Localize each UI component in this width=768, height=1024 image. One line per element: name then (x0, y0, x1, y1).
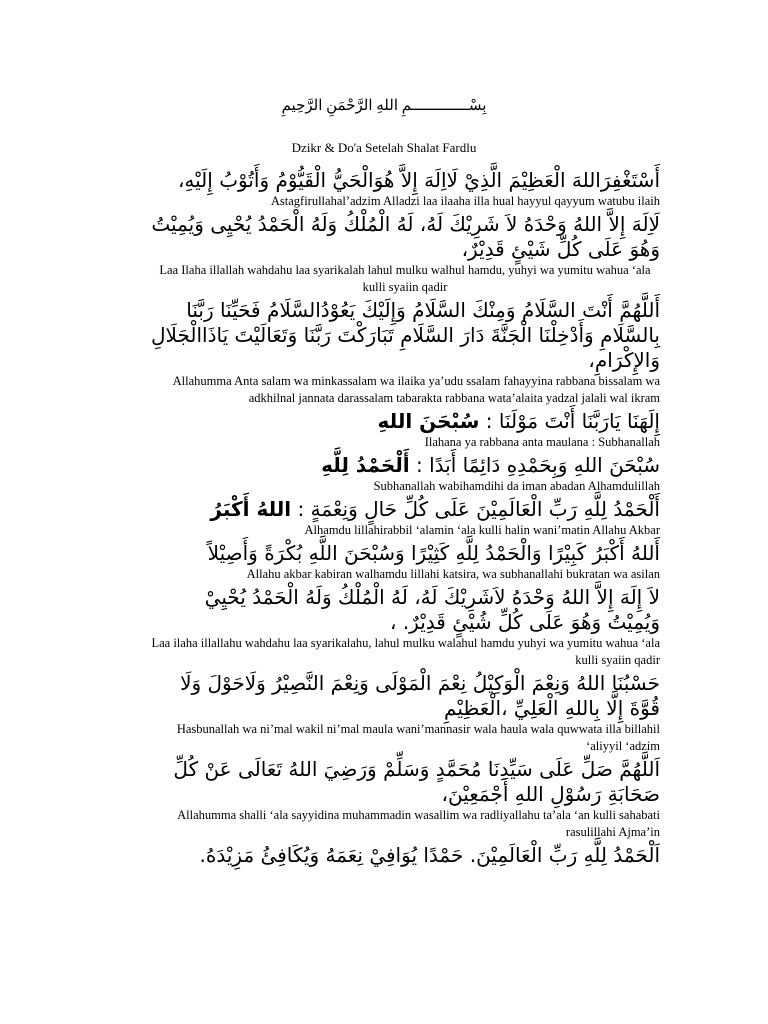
arabic-text-part: أَلْحَمْدُ لِلَّهِ رَبِّ الْعَالَمِيْنَ عَلَى كُلِّ حَالٍ وَنِعْمَةٍ : (291, 497, 660, 521)
arabic-text-bold: سُبْحَنَ اللهِ (377, 409, 480, 433)
dzikr-content (150, 168, 660, 868)
arabic-text (150, 409, 660, 434)
dzikr-block (150, 497, 660, 539)
arabic-text (150, 497, 660, 522)
dzikr-block (150, 843, 660, 868)
arabic-text: أَسْتَغْفِرَاللهَ الْعَظِيْمَ الَّذِيْ لَااِلَهَ إِلاَّ هُوَالْحَيُّ الْقَيُّوْمُ وَأَتُوْبُ إِلَيْهِ، (177, 168, 660, 192)
latin-transliteration: Allahu akbar kabiran walhamdu lillahi katsira, wa subhanallahi bukratan wa asilan (246, 567, 660, 581)
dzikr-block (150, 409, 660, 451)
page-title: Dzikr & Do'a Setelah Shalat Fardlu (291, 140, 477, 155)
latin-transliteration: Hasbunallah wa ni’mal wakil ni’mal maula wani’mannasir wala haula wala quwwata illa billahil ‘aliyyil ‘adzim (176, 722, 660, 753)
dzikr-block (150, 541, 660, 583)
dzikr-block (150, 168, 660, 210)
arabic-text-part: إِلَهَنَا يَارَبَّنَا أَنْتَ مَوْلَنَا : (479, 409, 660, 433)
arabic-text-bold: أَلْحَمْدُ لِلَّهِ (321, 453, 410, 477)
arabic-text-part: سُبْحَنَ اللهِ وَبِحَمْدِهِ دَائِمًا أَبَدًا : (409, 453, 660, 477)
latin-transliteration: Astagfirullahal’adzim Alladzi laa ilaaha illa hual hayyul qayyum watubu ilaih (270, 194, 660, 208)
arabic-text: اَلْحَمْدُ لِلَّهِ رَبِّ الْعَالَمِيْنَ. حَمْدًا يُوَافِيْ نِعَمَهُ وَيُكَافِئُ مَزِيْدَهُ. (199, 843, 660, 867)
bismillah-heading: بِسْـــــــــــــمِ اللهِ الرَّحْمَنِ الرَّحِيمِ (281, 98, 487, 114)
dzikr-block (150, 212, 660, 296)
latin-transliteration: Alhamdu lillahirabbil ‘alamin ‘ala kulli halin wani’matin Allahu Akbar (304, 523, 660, 537)
latin-transliteration: Allahumma Anta salam wa minkassalam wa ilaika ya’udu ssalam fahayyina rabbana bissalam wa adkhilnal jannata darassalam tabarakta rabbana wata’alaita yadzal jalali wal ikram (172, 374, 660, 405)
arabic-text-bold: اللهُ أَكْبَرُ (210, 497, 292, 521)
arabic-text: أَللهُ أَكْبَرُ كَبِيْرًا وَالْحَمْدُ لِلَّهِ كَثِيْرًا وَسُبْحَنَ اللَّهِ بُكْرَةً وَأَصِيْلاً (207, 541, 660, 565)
arabic-text: لَاِلَهَ إِلاَّ اللهُ وَحْدَهُ لاَ شَرِيْكَ لَهُ، لَهُ الْمُلْكُ وَلَهُ الْحَمْدُ يُحْيِى وَيُمِيْتُ وَهُوَ عَلَى كُلِّ شَيْئٍ قَدِيْرٌ، (151, 212, 660, 261)
latin-transliteration: Subhanallah wabihamdihi da iman abadan Alhamdulillah (373, 479, 660, 493)
arabic-text: لاَ إِلَهَ إِلاَّ اللهُ وَحْدَهُ لاَشَرِيْكَ لَهُ، لَهُ الْمُلْكُ وَلَهُ الْحَمْدُ يُحْيِيْ وَيُمِيْتُ وَهُوَ عَلَى كُلِّ شُيْئٍ قَدِيْرٌ. ، (204, 585, 660, 634)
arabic-text: اَللَّهُمَّ صَلِّ عَلَى سَيِّدِنَا مُحَمَّدٍ وَسَلِّمْ وَرَضِيَ اللهُ تَعَالَى عَنْ كُلِّ صَحَابَةِ رَسُوْلِ اللهِ أَجْمَعِيْنَ، (173, 757, 660, 806)
arabic-text (150, 453, 660, 478)
dzikr-block (150, 757, 660, 841)
latin-transliteration: Laa ilaha illallahu wahdahu laa syarikalahu, lahul mulku walahul hamdu yuhyi wa yumitu wahua ‘ala kulli syaiin qadir (151, 636, 660, 667)
dzikr-block (150, 585, 660, 669)
arabic-text: حَسْبُنَا اللهُ وَنِعْمَ الْوَكِيْلُ نِعْمَ الْمَوْلَى وَنِعْمَ النَّصِيْرُ وَلَاحَوْلَ وَلَا قُوَّةَ إِلَّا بِاللهِ الْعَلِيِّ ،الْعَظِيْمِ (180, 671, 660, 720)
dzikr-block (150, 453, 660, 495)
latin-transliteration: Laa Ilaha illallah wahdahu laa syarikalah lahul mulku walhul hamdu, yuhyi wa yumitu wahua ‘ala kulli syaiin qadir (159, 263, 651, 294)
latin-transliteration: Ilahana ya rabbana anta maulana : Subhanallah (424, 435, 660, 449)
dzikr-block (150, 298, 660, 407)
dzikr-block (150, 671, 660, 755)
latin-transliteration: Allahumma shalli ‘ala sayyidina muhammadin wasallim wa radliyallahu ta’ala ‘an kulli sahabati rasulillahi Ajma’in (177, 808, 660, 839)
arabic-text: أَللَّهُمَّ أَنْتَ السَّلَامُ وَمِنْكَ السَّلَامُ وَإِلَيْكَ يَعُوْدُالسَّلَامُ فَحَيِّنَا رَبَّنَا بِالسَّلَامِ وَأَدْخِلْنَا الْجَنَّةَ دَارَ السَّلَامِ تَبَارَكْتَ رَبَّنَا وَتَعَالَيْتَ يَاذَاالْجَلَالِ وَالإِكْرَامِ، (150, 298, 660, 372)
